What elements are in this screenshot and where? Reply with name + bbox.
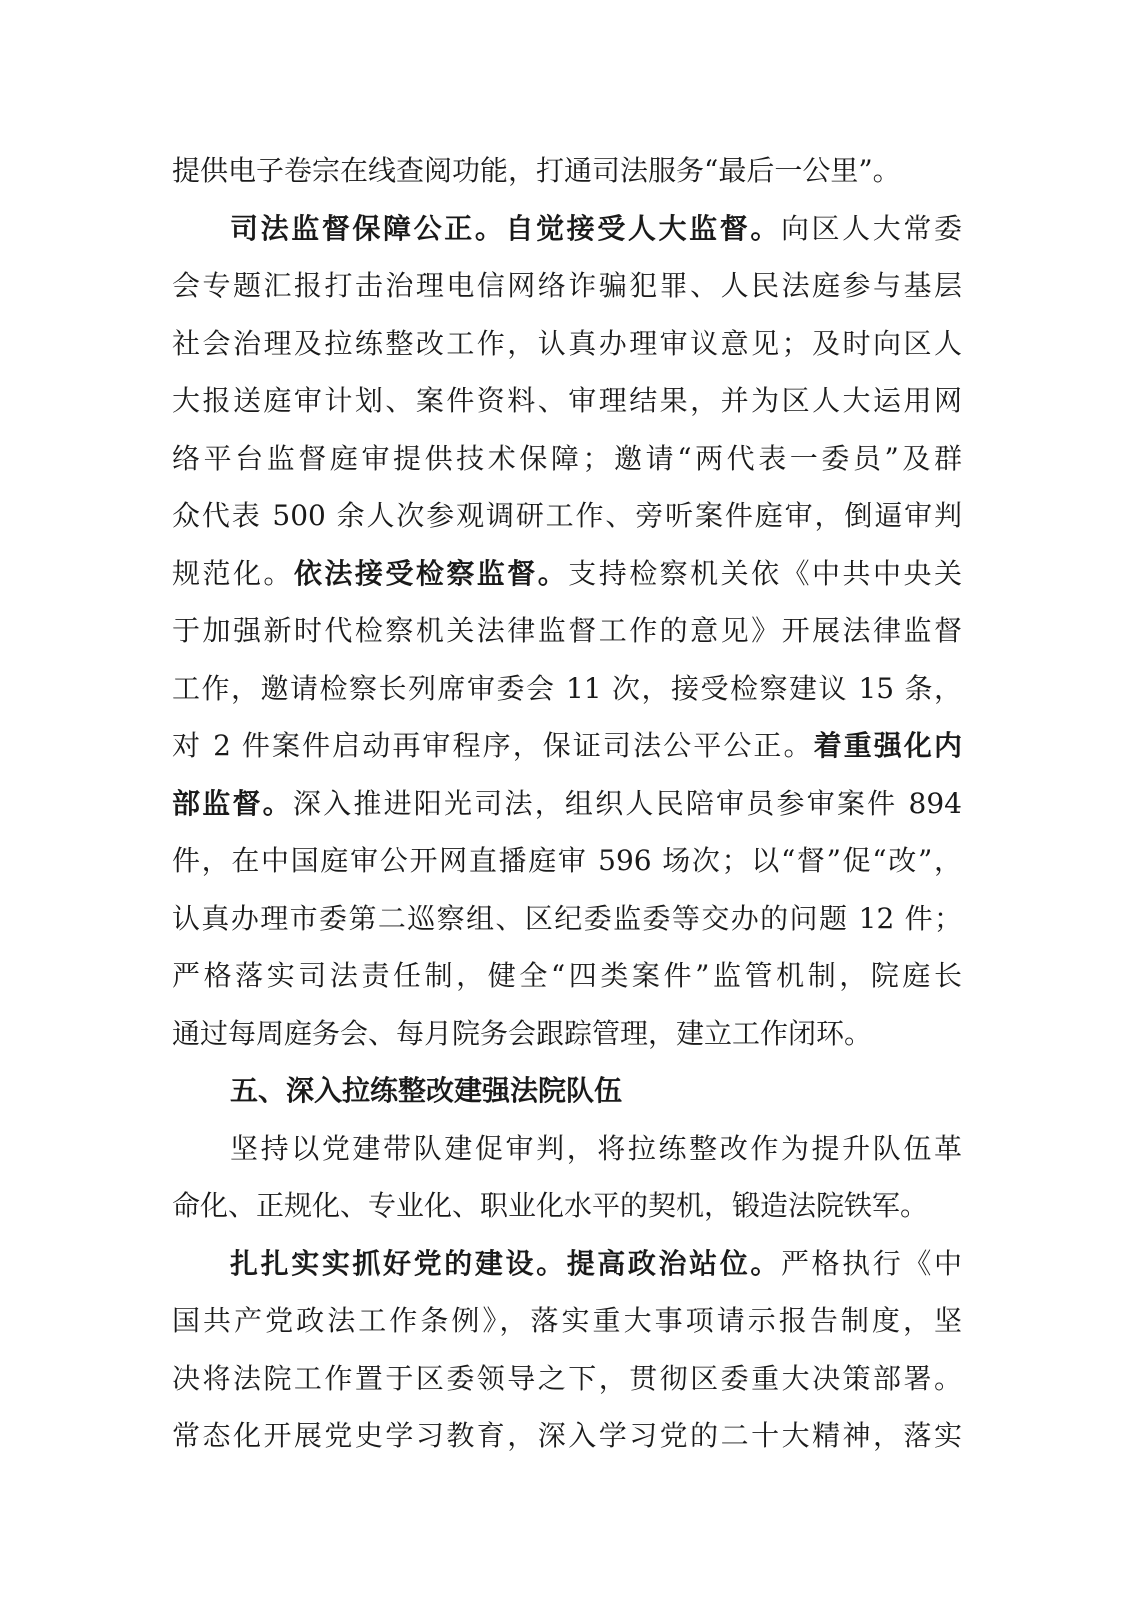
text-line-20: 扎扎实实抓好党的建设。提高政治站位。严格执行《中 xyxy=(230,1246,962,1280)
text-line-9: 于加强新时代检察机关法律监督工作的意见》开展法律监督 xyxy=(172,614,962,647)
text-line-2: 司法监督保障公正。自觉接受人大监督。向区人大常委 xyxy=(230,211,962,245)
text-line-21: 国共产党政法工作条例》，落实重大事项请示报告制度，坚 xyxy=(172,1304,962,1337)
text-line-14: 认真办理市委第二巡察组、区纪委监委等交办的问题 12 件； xyxy=(172,901,962,935)
text-line-22: 决将法院工作置于区委领导之下，贯彻区委重大决策部署。 xyxy=(172,1361,962,1395)
text-line-23: 常态化开展党史学习教育，深入学习党的二十大精神，落实 xyxy=(172,1419,962,1452)
text-line-3: 会专题汇报打击治理电信网络诈骗犯罪、人民法庭参与基层 xyxy=(172,269,962,302)
section-heading: 五、深入拉练整改建强法院队伍 xyxy=(230,1074,623,1107)
subheading-inline: 自觉接受人大监督。 xyxy=(505,211,781,245)
text-line-4: 社会治理及拉练整改工作，认真办理审议意见；及时向区人 xyxy=(172,326,962,360)
text-line-7: 众代表 500 余人次参观调研工作、旁听案件庭审，倒逼审判 xyxy=(172,499,962,532)
document-body xyxy=(172,142,962,1465)
section-heading-inline: 司法监督保障公正。 xyxy=(230,211,506,245)
section-heading-inline: 扎扎实实抓好党的建设。 xyxy=(230,1246,567,1280)
text-line-12: 部监督。深入推进阳光司法，组织人民陪审员参审案件 894 xyxy=(172,786,962,820)
subheading-inline: 着重强化内 xyxy=(813,729,962,762)
text-line-1: 提供电子卷宗在线查阅功能，打通司法服务“最后一公里”。 xyxy=(172,154,901,187)
text-line-10: 工作，邀请检察长列席审委会 11 次，接受检察建议 15 条， xyxy=(172,671,962,705)
text-line-11: 对 2 件案件启动再审程序，保证司法公平公正。着重强化内 xyxy=(172,729,962,762)
text-line-8: 规范化。依法接受检察监督。支持检察机关依《中共中央关 xyxy=(172,556,962,590)
text-line-16: 通过每周庭务会、每月院务会跟踪管理，建立工作闭环。 xyxy=(172,1016,873,1050)
text-line-18: 坚持以党建带队建促审判，将拉练整改作为提升队伍革 xyxy=(230,1131,962,1165)
text-line-19: 命化、正规化、专业化、职业化水平的契机，锻造法院铁军。 xyxy=(172,1189,929,1222)
subheading-inline: 提高政治站位。 xyxy=(566,1246,781,1280)
subheading-inline: 依法接受检察监督。 xyxy=(293,556,569,590)
text-line-6: 络平台监督庭审提供技术保障；邀请“两代表一委员”及群 xyxy=(172,441,962,475)
text-line-13: 件，在中国庭审公开网直播庭审 596 场次；以“督”促“改”， xyxy=(172,844,962,877)
text-line-5: 大报送庭审计划、案件资料、审理结果，并为区人大运用网 xyxy=(172,384,962,417)
subheading-inline: 部监督。 xyxy=(172,786,293,820)
text-line-15: 严格落实司法责任制，健全“四类案件”监管机制，院庭长 xyxy=(172,959,962,992)
